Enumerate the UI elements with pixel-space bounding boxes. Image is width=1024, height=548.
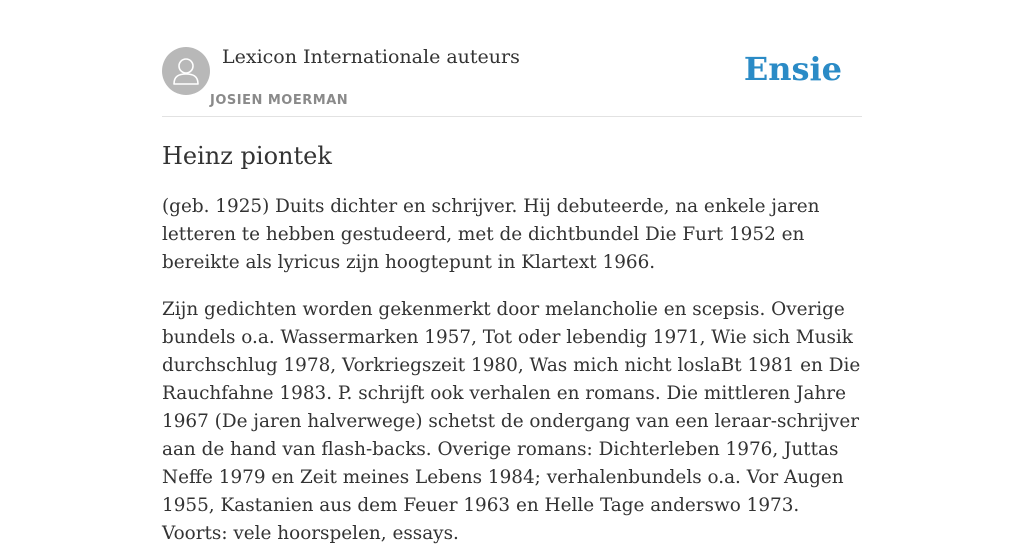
author-name[interactable]: JOSIEN MOERMAN [210, 93, 349, 108]
article-paragraph: Zijn gedichten worden gekenmerkt door melancholie en scepsis. Overige bundels o.a. Wassermarken 1957, Tot oder lebendig 1971, Wie sich Musik durchschlug 1978, Vorkriegszeit 1980, Was mich nicht loslaBt 1981 en Die Rauchfahne 1983. P. schrijft ook verhalen en romans. Die mittleren Jahre 1967 (De jaren halverwege) schetst de ondergang van een leraar-schrijver aan de hand van flash-backs. Overige romans: Dichterleben 1976, Juttas Neffe 1979 en Zeit meines Lebens 1984; verhalenbundels o.a. Vor Augen 1955, Kastanien aus dem Feuer 1963 en Helle Tage anderswo 1973. Voorts: vele hoorspelen, essays. [162, 299, 861, 544]
book-title[interactable]: Lexicon Internationale auteurs [222, 46, 520, 68]
page-title: Heinz piontek [162, 142, 332, 170]
article-paragraph: (geb. 1925) Duits dichter en schrijver. Hij debuteerde, na enkele jaren letteren te hebben gestudeerd, met de dichtbundel Die Furt 1952 en bereikte als lyricus zijn hoogtepunt in Klartext 1966. [162, 196, 820, 273]
header [162, 0, 862, 117]
brand-logo[interactable]: Ensie [743, 50, 842, 88]
page-container [162, 0, 862, 548]
avatar[interactable] [162, 47, 210, 95]
user-icon [162, 47, 210, 95]
